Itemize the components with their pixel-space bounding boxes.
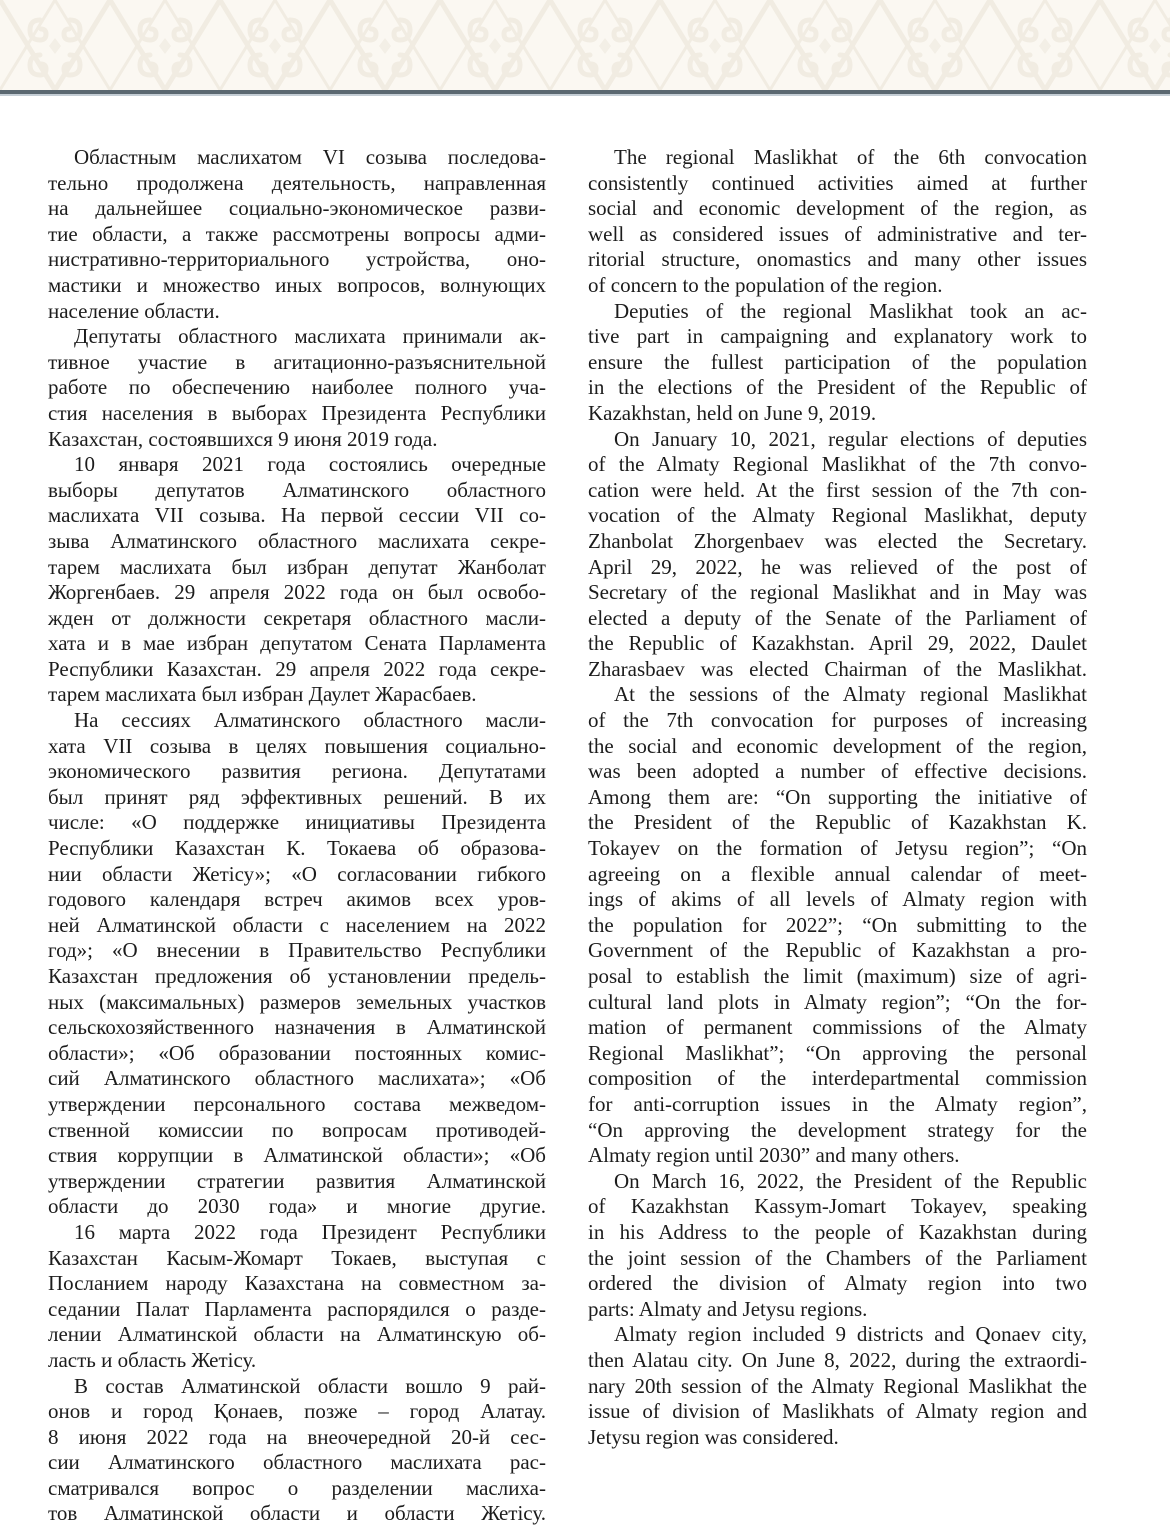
text-line: was been adopted a number of effective decisions. [588,759,1087,785]
paragraph [48,1220,546,1374]
text-line: годового календаря встреч акимов всех уров- [48,887,546,913]
text-line: сий Алматинского областного маслихата»; «Об [48,1066,546,1092]
text-line: Kazakhstan, held on June 9, 2019. [588,401,1087,427]
text-line: на дальнейшее социально-экономическое разви- [48,196,546,222]
text-line: Almaty region included 9 districts and Qonaev city, [588,1322,1087,1348]
text-line: утверждении персонального состава межведом- [48,1092,546,1118]
text-line: сии Алматинского областного маслихата рас- [48,1450,546,1476]
paragraph [588,1169,1087,1323]
text-line: тивное участие в агитационно-разъяснительной [48,350,546,376]
text-line: год»; «О внесении в Правительство Республики [48,938,546,964]
text-line: Казахстан, состоявшихся 9 июня 2019 года. [48,427,546,453]
text-line: On March 16, 2022, the President of the Republic [588,1169,1087,1195]
text-line: ственной комиссии по вопросам противодей- [48,1118,546,1144]
text-line: Deputies of the regional Maslikhat took an ac- [588,299,1087,325]
text-line: Almaty region until 2030” and many others. [588,1143,1087,1169]
text-line: the social and economic development of the region, [588,734,1087,760]
ornament-header-band [0,0,1170,90]
text-line: Secretary of the regional Maslikhat and in May was [588,580,1087,606]
text-line: Республики Казахстан К. Токаева об образова- [48,836,546,862]
text-line: issue of division of Maslikhats of Almaty region and [588,1399,1087,1425]
text-line: работе по обеспечению наиболее полного уча- [48,375,546,401]
text-line: В состав Алматинской области вошло 9 рай- [48,1374,546,1400]
text-line: Zhanbolat Zhorgenbaev was elected the Secretary. [588,529,1087,555]
text-line: the joint session of the Chambers of the Parliament [588,1246,1087,1272]
text-line: ствия коррупции в Алматинской области»; «Об [48,1143,546,1169]
text-line: On January 10, 2021, regular elections of deputies [588,427,1087,453]
text-line: Jetysu region was considered. [588,1425,1087,1451]
text-line: мастики и множество иных вопросов, волнующих [48,273,546,299]
text-line: well as considered issues of administrative and ter- [588,222,1087,248]
text-line: of the Almaty Regional Maslikhat of the 7th convo- [588,452,1087,478]
paragraph [588,1322,1087,1450]
paragraph [48,1374,546,1527]
text-line: население области. [48,299,546,325]
paragraph [588,299,1087,427]
text-line: Among them are: “On supporting the initiative of [588,785,1087,811]
text-line: жден от должности секретаря областного масли- [48,606,546,632]
text-line: лении Алматинской области на Алматинскую об- [48,1322,546,1348]
text-line: Жоргенбаев. 29 апреля 2022 года он был освобо- [48,580,546,606]
paragraph [48,708,546,1220]
text-line: стия населения в выборах Президента Республики [48,401,546,427]
text-line: седании Палат Парламента распорядился о разде- [48,1297,546,1323]
text-line: ritorial structure, onomastics and many other issues [588,247,1087,273]
text-line: the Republic of Kazakhstan. April 29, 2022, Daulet [588,631,1087,657]
text-line: ных (максимальных) размеров земельных участков [48,990,546,1016]
text-line: parts: Almaty and Jetysu regions. [588,1297,1087,1323]
paragraph [48,452,546,708]
text-line: the population for 2022”; “On submitting to the [588,913,1087,939]
text-line: нистративно-территориального устройства, оно- [48,247,546,273]
paragraph [588,145,1087,299]
text-line: of the 7th convocation for purposes of increasing [588,708,1087,734]
text-line: ordered the division of Almaty region into two [588,1271,1087,1297]
text-line: Government of the Republic of Kazakhstan a pro- [588,938,1087,964]
text-line: тарем маслихата был избран Даулет Жарасбаев. [48,682,546,708]
text-line: ней Алматинской области с населением на 2022 [48,913,546,939]
text-line: Zharasbaev was elected Chairman of the Maslikhat. [588,657,1087,683]
text-line: Tokayev on the formation of Jetysu region”; “On [588,836,1087,862]
text-line: тов Алматинской области и области Жетісу. [48,1501,546,1527]
paragraph [48,145,546,324]
text-line: cultural land plots in Almaty region”; “On the for- [588,990,1087,1016]
text-line: онов и город Қонаев, позже – город Алатау. [48,1399,546,1425]
text-line: Республики Казахстан. 29 апреля 2022 года секре- [48,657,546,683]
text-line: mation of permanent commissions of the Almaty [588,1015,1087,1041]
text-line: the President of the Republic of Kazakhstan K. [588,810,1087,836]
text-line: ласть и область Жетісу. [48,1348,546,1374]
text-line: April 29, 2022, he was relieved of the post of [588,555,1087,581]
text-line: in his Address to the people of Kazakhstan during [588,1220,1087,1246]
text-line: vocation of the Almaty Regional Maslikhat, deputy [588,503,1087,529]
text-line: for anti-corruption issues in the Almaty region”, [588,1092,1087,1118]
text-line: сельскохозяйственного назначения в Алматинской [48,1015,546,1041]
text-line: тие области, а также рассмотрены вопросы адми- [48,222,546,248]
text-line: Депутаты областного маслихата принимали ак- [48,324,546,350]
paragraph [588,682,1087,1168]
text-line: был принят ряд эффективных решений. В их [48,785,546,811]
text-line: nary 20th session of the Almaty Regional Maslikhat the [588,1374,1087,1400]
text-line: posal to establish the limit (maximum) size of agri- [588,964,1087,990]
paragraph [588,427,1087,683]
text-line: зыва Алматинского областного маслихата секре- [48,529,546,555]
text-line: Посланием народу Казахстана на совместном за- [48,1271,546,1297]
text-line: тельно продолжена деятельность, направленная [48,171,546,197]
text-line: Regional Maslikhat”; “On approving the personal [588,1041,1087,1067]
text-line: elected a deputy of the Senate of the Parliament of [588,606,1087,632]
text-line: “On approving the development strategy for the [588,1118,1087,1144]
text-line: in the elections of the President of the Republic of [588,375,1087,401]
text-line: тарем маслихата был избран депутат Жанболат [48,555,546,581]
russian-text-column [48,145,546,1527]
text-line: экономического развития региона. Депутатами [48,759,546,785]
ornament-pattern-icon [0,0,1170,90]
text-line: числе: «О поддержке инициативы Президента [48,810,546,836]
text-line: cation were held. At the first session of the 7th con- [588,478,1087,504]
text-line: ensure the fullest participation of the population [588,350,1087,376]
text-line: 16 марта 2022 года Президент Республики [48,1220,546,1246]
text-line: consistently continued activities aimed at further [588,171,1087,197]
text-line: области»; «Об образовании постоянных комис- [48,1041,546,1067]
text-line: 8 июня 2022 года на внеочередной 20-й сес- [48,1425,546,1451]
text-line: 10 января 2021 года состоялись очередные [48,452,546,478]
text-line: tive part in campaigning and explanatory work to [588,324,1087,350]
text-line: composition of the interdepartmental commission [588,1066,1087,1092]
text-line: social and economic development of the region, as [588,196,1087,222]
text-line: утверждении стратегии развития Алматинской [48,1169,546,1195]
english-text-column [588,145,1087,1450]
text-line: The regional Maslikhat of the 6th convocation [588,145,1087,171]
text-line: At the sessions of the Almaty regional Maslikhat [588,682,1087,708]
paragraph [48,324,546,452]
text-line: Казахстан Касым-Жомарт Токаев, выступая с [48,1246,546,1272]
text-line: хата и в мае избран депутатом Сената Парламента [48,631,546,657]
text-line: хата VII созыва в целях повышения социально- [48,734,546,760]
text-line: На сессиях Алматинского областного масли- [48,708,546,734]
text-line: of Kazakhstan Kassym-Jomart Tokayev, speaking [588,1194,1087,1220]
text-line: нии области Жетісу»; «О согласовании гибкого [48,862,546,888]
text-line: of concern to the population of the region. [588,273,1087,299]
text-line: маслихата VII созыва. На первой сессии VII со- [48,503,546,529]
text-line: области до 2030 года» и многие другие. [48,1194,546,1220]
text-line: Областным маслихатом VI созыва последова- [48,145,546,171]
text-line: agreeing on a flexible annual calendar of meet- [588,862,1087,888]
header-divider-highlight [0,94,1170,96]
text-line: Казахстан предложения об установлении предель- [48,964,546,990]
text-line: выборы депутатов Алматинского областного [48,478,546,504]
text-line: сматривался вопрос о разделении маслиха- [48,1476,546,1502]
text-line: ings of akims of all levels of Almaty region with [588,887,1087,913]
text-line: then Alatau city. On June 8, 2022, during the extraordi- [588,1348,1087,1374]
